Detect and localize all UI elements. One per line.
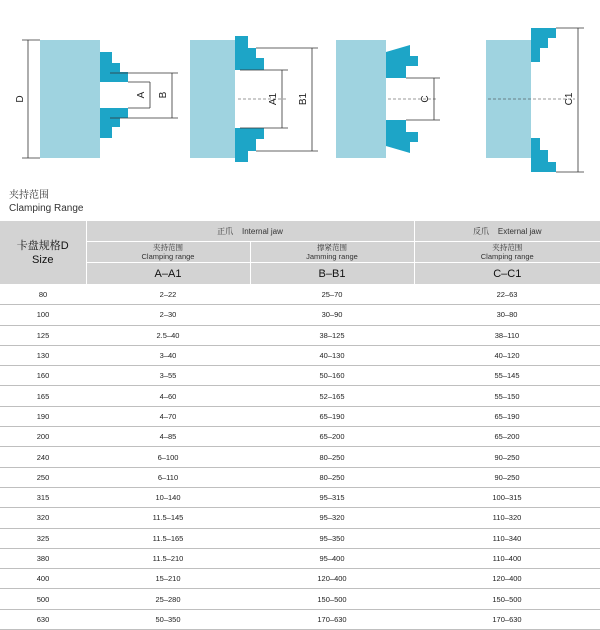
jamming-range-cell: 80–250 — [250, 467, 414, 487]
size-cell: 80 — [0, 285, 86, 305]
size-cell: 630 — [0, 609, 86, 629]
clamping-diagrams — [0, 0, 600, 185]
clamping-range-cell: 10–140 — [86, 487, 250, 507]
table-row — [0, 508, 600, 528]
external-jaw-header — [414, 221, 600, 242]
size-cell: 200 — [0, 427, 86, 447]
external-clamping-cell: 90–250 — [414, 447, 600, 467]
internal-jaw-zh: 正爪 — [217, 227, 233, 236]
jamming-range-cell: 95–315 — [250, 487, 414, 507]
table-row — [0, 406, 600, 426]
jamming-range-cell: 120–400 — [250, 569, 414, 589]
jamming-range-cell: 65–200 — [250, 427, 414, 447]
external-jaw-en: External jaw — [498, 227, 542, 236]
lower-jaw — [100, 108, 128, 138]
dim-label-c1: C1 — [564, 92, 575, 105]
size-cell: 315 — [0, 487, 86, 507]
table-row — [0, 487, 600, 507]
diagram-internal-clamping — [15, 40, 178, 158]
ext-clamping-en: Clamping range — [415, 252, 600, 261]
clamping-range-cell: 3–55 — [86, 366, 250, 386]
size-cell: 240 — [0, 447, 86, 467]
external-clamping-cell: 150–500 — [414, 589, 600, 609]
jamming-zh: 撑紧范围 — [251, 243, 414, 252]
size-cell: 380 — [0, 548, 86, 568]
table-row — [0, 305, 600, 325]
size-header — [0, 221, 86, 285]
table-row — [0, 345, 600, 365]
external-clamping-cell: 30–80 — [414, 305, 600, 325]
dim-label-a1: A1 — [268, 92, 279, 105]
lower-jaw — [386, 120, 418, 153]
clamping-range-cell: 3–40 — [86, 345, 250, 365]
external-clamping-cell: 22–63 — [414, 285, 600, 305]
table-row — [0, 325, 600, 345]
external-clamping-cell: 90–250 — [414, 467, 600, 487]
table-row — [0, 548, 600, 568]
external-clamping-range-header — [414, 242, 600, 263]
table-row — [0, 447, 600, 467]
clamping-range-cell: 11.5–210 — [86, 548, 250, 568]
jamming-range-cell: 50–160 — [250, 366, 414, 386]
jamming-range-cell: 30–90 — [250, 305, 414, 325]
external-clamping-cell: 100–315 — [414, 487, 600, 507]
jamming-range-cell: 40–130 — [250, 345, 414, 365]
jamming-range-cell: 25–70 — [250, 285, 414, 305]
internal-jaw-en: Internal jaw — [242, 227, 283, 236]
clamping-range-cell: 50–350 — [86, 609, 250, 629]
chuck-body — [40, 40, 100, 158]
jamming-range-cell: 65–190 — [250, 406, 414, 426]
upper-jaw — [235, 36, 264, 70]
size-cell: 325 — [0, 528, 86, 548]
jamming-en: Jamming range — [251, 252, 414, 261]
clamping-range-cell: 6–100 — [86, 447, 250, 467]
table-row — [0, 589, 600, 609]
clamping-range-cell: 2–30 — [86, 305, 250, 325]
table-row — [0, 386, 600, 406]
external-clamping-cell: 65–190 — [414, 406, 600, 426]
clamping-range-cell: 4–70 — [86, 406, 250, 426]
chuck-body — [336, 40, 386, 158]
lower-jaw — [531, 138, 556, 172]
clamping-en: Clamping range — [87, 252, 250, 261]
caption-en: Clamping Range — [9, 202, 84, 215]
chuck-body — [190, 40, 235, 158]
external-clamping-cell: 110–400 — [414, 548, 600, 568]
col-a-header: A–A1 — [86, 263, 250, 285]
upper-jaw — [100, 52, 128, 82]
size-header-zh: 卡盘规格D — [0, 239, 86, 253]
table-row — [0, 569, 600, 589]
size-cell: 160 — [0, 366, 86, 386]
clamping-range-cell: 11.5–165 — [86, 528, 250, 548]
table-body — [0, 285, 600, 630]
col-b-header: B–B1 — [250, 263, 414, 285]
clamping-range-cell: 15–210 — [86, 569, 250, 589]
table-row — [0, 609, 600, 629]
clamping-zh: 夹持范围 — [87, 243, 250, 252]
clamping-range-cell: 2–22 — [86, 285, 250, 305]
upper-jaw — [531, 28, 556, 62]
dim-label-c: C — [420, 95, 431, 102]
table-row — [0, 366, 600, 386]
clamping-range-cell: 4–85 — [86, 427, 250, 447]
table-row — [0, 528, 600, 548]
clamping-range-cell: 2.5–40 — [86, 325, 250, 345]
size-cell: 130 — [0, 345, 86, 365]
clamping-range-header — [86, 242, 250, 263]
size-cell: 400 — [0, 569, 86, 589]
external-clamping-cell: 38–110 — [414, 325, 600, 345]
jamming-range-header — [250, 242, 414, 263]
clamping-range-cell: 4–60 — [86, 386, 250, 406]
jamming-range-cell: 150–500 — [250, 589, 414, 609]
external-clamping-cell: 110–320 — [414, 508, 600, 528]
jamming-range-cell: 95–350 — [250, 528, 414, 548]
clamping-range-cell: 6–110 — [86, 467, 250, 487]
diagram-internal-jamming — [190, 36, 318, 162]
size-cell: 125 — [0, 325, 86, 345]
jamming-range-cell: 52–165 — [250, 386, 414, 406]
external-jaw-zh: 反爪 — [473, 227, 489, 236]
table-row — [0, 467, 600, 487]
size-cell: 100 — [0, 305, 86, 325]
table-row — [0, 285, 600, 305]
external-clamping-cell: 55–150 — [414, 386, 600, 406]
external-clamping-cell: 110–340 — [414, 528, 600, 548]
clamping-range-caption — [9, 189, 84, 215]
external-clamping-cell: 55–145 — [414, 366, 600, 386]
jamming-range-cell: 170–630 — [250, 609, 414, 629]
external-clamping-cell: 170–630 — [414, 609, 600, 629]
jamming-range-cell: 95–320 — [250, 508, 414, 528]
lower-jaw — [235, 128, 264, 162]
ext-clamping-zh: 夹持范围 — [415, 243, 600, 252]
size-cell: 165 — [0, 386, 86, 406]
diagram-external-clamping — [336, 40, 440, 158]
size-cell: 250 — [0, 467, 86, 487]
diagram-external-jaw — [486, 28, 584, 172]
size-cell: 190 — [0, 406, 86, 426]
dim-label-a: A — [136, 91, 147, 98]
upper-jaw — [386, 45, 418, 78]
clamping-range-table — [0, 221, 600, 630]
size-header-en: Size — [0, 253, 86, 267]
size-cell: 500 — [0, 589, 86, 609]
size-cell: 320 — [0, 508, 86, 528]
dim-label-b1: B1 — [298, 92, 309, 105]
clamping-range-cell: 11.5–145 — [86, 508, 250, 528]
dim-label-b: B — [158, 91, 169, 98]
jamming-range-cell: 80–250 — [250, 447, 414, 467]
caption-zh: 夹持范围 — [9, 189, 84, 202]
external-clamping-cell: 120–400 — [414, 569, 600, 589]
external-clamping-cell: 40–120 — [414, 345, 600, 365]
jamming-range-cell: 95–400 — [250, 548, 414, 568]
internal-jaw-header — [86, 221, 414, 242]
jamming-range-cell: 38–125 — [250, 325, 414, 345]
dim-label-d: D — [15, 95, 26, 102]
col-c-header: C–C1 — [414, 263, 600, 285]
table-row — [0, 427, 600, 447]
external-clamping-cell: 65–200 — [414, 427, 600, 447]
clamping-range-cell: 25–280 — [86, 589, 250, 609]
